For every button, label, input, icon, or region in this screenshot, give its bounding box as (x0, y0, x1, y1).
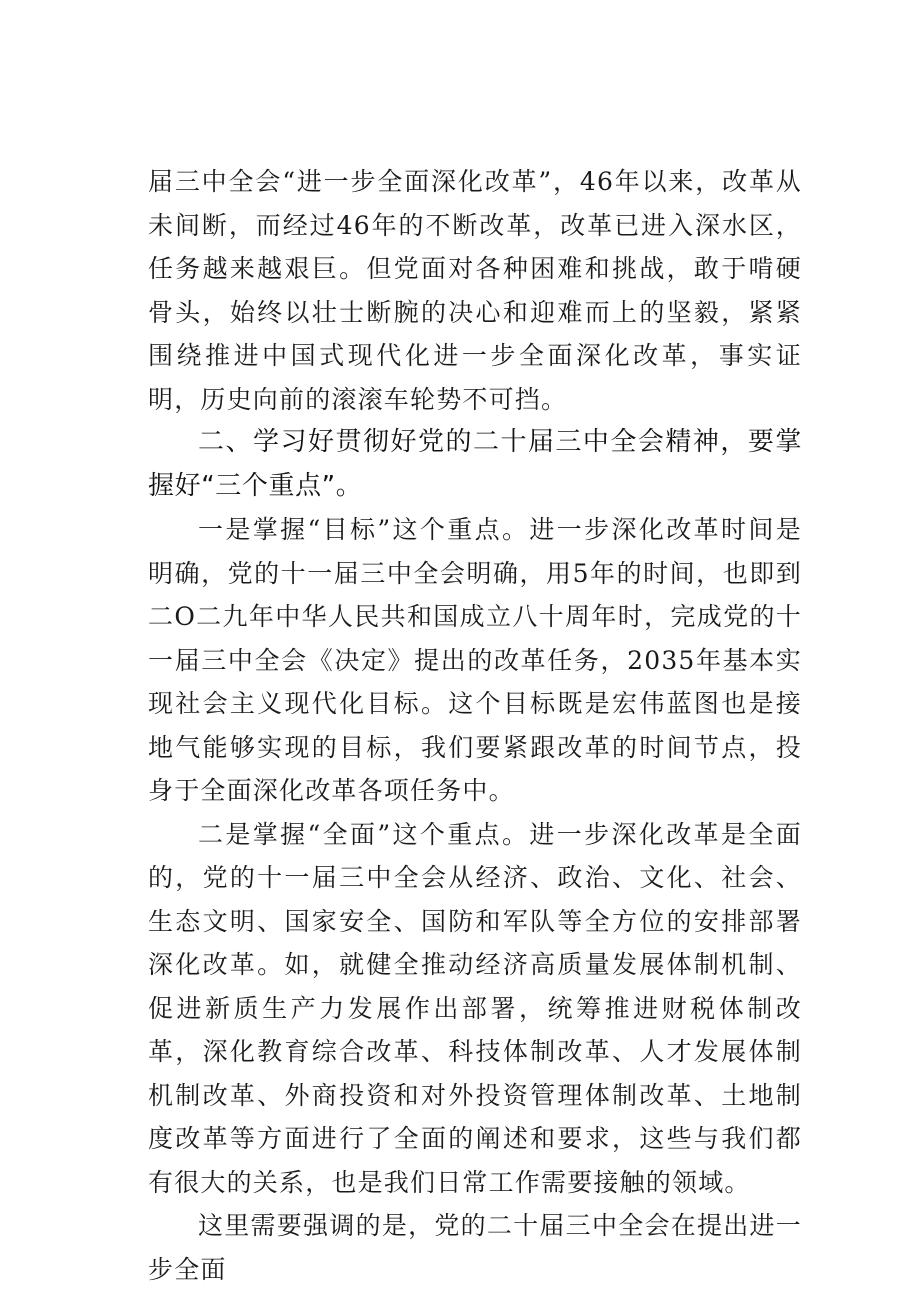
paragraph-goal: 一是掌握“目标”这个重点。进一步深化改革时间是明确，党的十一届三中全会明确，用5年的时间，也即到二O二九年中华人民共和国成立八十周年时，完成党的十一届三中全会《决定》提出的改革任务，2035年基本实现社会主义现代化目标。这个目标既是宏伟蓝图也是接地气能够实现的目标，我们要紧跟改革的时间节点，投身于全面深化改革各项任务中。 (148, 515, 802, 805)
section-heading-two: 二、学习好贯彻好党的二十届三中全会精神，要掌握好“三个重点”。 (148, 427, 802, 501)
paragraph-continued: 届三中全会“进一步全面深化改革”，46年以来，改革从未间断，而经过46年的不断改革，改革已进入深水区，任务越来越艰巨。但党面对各种困难和挑战，敢于啃硬骨头，始终以壮士断腕的决心和迎难而上的坚毅，紧紧围绕推进中国式现代化进一步全面深化改革，事实证明，历史向前的滚滚车轮势不可挡。 (148, 167, 802, 414)
paragraph-emphasis: 这里需要强调的是，党的二十届三中全会在提出进一步全面 (148, 1211, 802, 1284)
paragraph-comprehensive: 二是掌握“全面”这个重点。进一步深化改革是全面的，党的十一届三中全会从经济、政治、文化、社会、生态文明、国家安全、国防和军队等全方位的安排部署深化改革。如，就健全推动经济高质量发展体制机制、促进新质生产力发展作出部署，统筹推进财税体制改革，深化教育综合改革、科技体制改革、人才发展体制机制改革、外商投资和对外投资管理体制改革、土地制度改革等方面进行了全面的阐述和要求，这些与我们都有很大的关系，也是我们日常工作需要接触的领域。 (148, 819, 802, 1197)
